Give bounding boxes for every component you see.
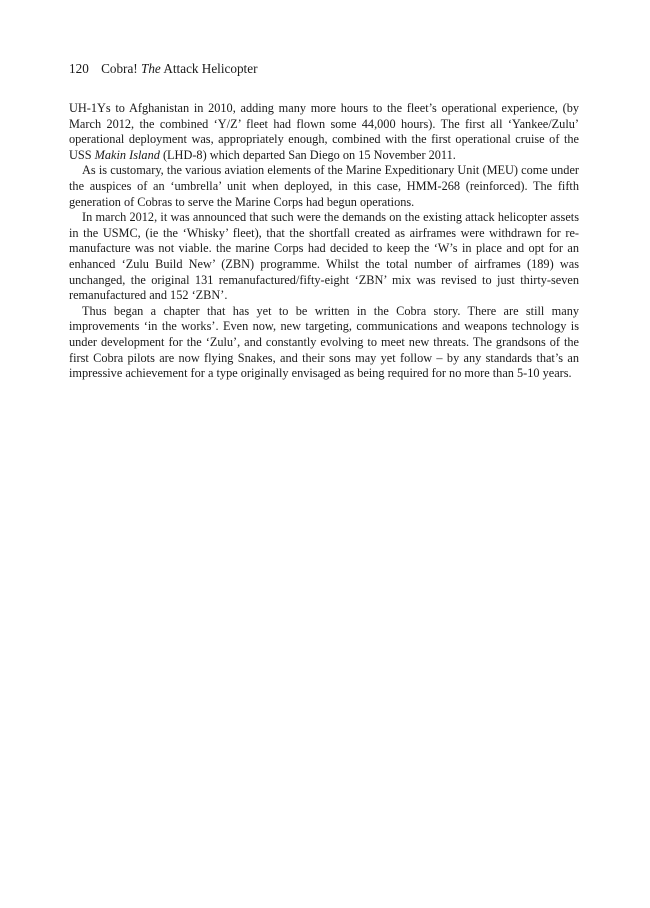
paragraph-3: In march 2012, it was announced that such were the demands on the existing attack helicopter assets in the USMC, (ie the ‘Whisky’ fleet), that the shortfall created as airframes were withdrawn for re-manufacture was not viable. the marine Corps had decided to keep the ‘W’s in place and opt for an enhanced ‘Zulu Build New’ (ZBN) programme. Whilst the total number of airframes (189) was unchanged, the original 131 remanufactured/fifty-eight ‘ZBN’ mix was revised to just thirty-seven remanufactured and 152 ‘ZBN’. bbox=[69, 210, 579, 303]
ship-name: Makin Island bbox=[94, 147, 160, 162]
paragraph-1-after: (LHD-8) which departed San Diego on 15 November 2011. bbox=[162, 147, 456, 162]
paragraph-1 bbox=[69, 101, 579, 163]
book-page bbox=[69, 60, 579, 382]
book-title-suffix: Attack Helicopter bbox=[163, 61, 258, 76]
page-number: 120 bbox=[69, 61, 89, 76]
running-head bbox=[69, 60, 579, 78]
paragraph-1-before: UH-1Ys to Afghanistan in 2010, adding many more hours to the fleet’s operational experience, (by March 2012, the combined ‘Y/Z’ fleet had flown some 44,000 hours). The first all ‘Yankee/Zulu’ operational deployment was, appropriately enough, combined with the first operational cruise of the USS bbox=[69, 101, 579, 162]
body-text bbox=[69, 101, 579, 382]
book-title-italic: The bbox=[141, 61, 161, 76]
book-title-prefix: Cobra! bbox=[101, 61, 138, 76]
paragraph-2: As is customary, the various aviation elements of the Marine Expeditionary Unit (MEU) come under the auspices of an ‘umbrella’ unit when deployed, in this case, HMM-268 (reinforced). The fifth generation of Cobras to serve the Marine Corps had begun operations. bbox=[69, 163, 579, 209]
paragraph-4: Thus began a chapter that has yet to be written in the Cobra story. There are still many improvements ‘in the works’. Even now, new targeting, communications and weapons technology is under development for the ‘Zulu’, and constantly evolving to meet new threats. The grandsons of the first Cobra pilots are now flying Snakes, and their sons may yet follow – by any standards that’s an impressive achievement for a type originally envisaged as being required for no more than 5-10 years. bbox=[69, 303, 579, 381]
